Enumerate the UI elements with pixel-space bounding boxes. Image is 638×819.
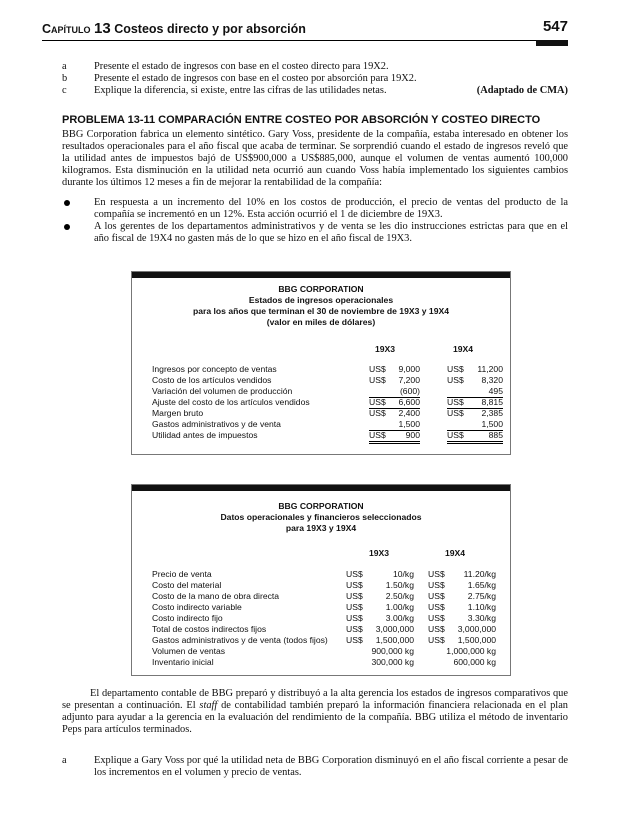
question-item [62,61,568,73]
table-row [152,657,214,668]
chapter-heading [42,20,306,37]
column-header-19x4: 19X4 [445,548,466,558]
table-row [152,397,310,408]
row-label: Costo de los artículos vendidos [152,375,272,385]
table-top-bar [132,272,510,278]
table-row [152,375,271,386]
value-19x4: US$ 3,000,000 [428,624,496,634]
row-label: Variación del volumen de producción [152,386,293,396]
value-19x4: US$ 3.30/kg [428,613,496,623]
question-text: Explique a Gary Voss por qué la utilidad neta de BBG Corporation disminuyó en el año fiscal corriente a pesar de los incrementos en el volumen y precio de ventas. [94,755,568,778]
question-letter: b [62,73,68,84]
bullet-item [62,197,568,221]
table-row [152,613,223,624]
question-text: Presente el estado de ingresos con base en el costeo por absorción para 19X2. [94,73,417,84]
table-title-line: Estados de ingresos operacionales [248,295,394,305]
table-row [152,408,203,419]
bullet-text: En respuesta a un incremento del 10% en los costos de producción, el precio de ventas del producto de la compañía se incrementó en un 12%. Esta acción ocurrió el 1 de diciembre de 19X3. [94,197,568,220]
column-header-19x4: 19X4 [453,344,474,354]
value-19x3: US$ 2,400 [369,408,420,418]
question-item [62,85,568,97]
table-row [152,602,242,613]
value-19x4: US$ 2.75/kg [428,591,496,601]
final-questions [62,755,568,779]
table-title-line: BBG CORPORATION [278,284,364,294]
bullet-dot-icon [64,200,70,206]
value-19x4: 495 [447,386,503,398]
row-label: Costo indirecto fijo [152,613,223,623]
question-item [62,755,568,779]
value-19x4: US$ 2,385 [447,408,503,418]
closing-text-staff: staff [199,700,218,711]
value-19x4: US$ 11.20/kg [428,569,496,579]
page-number: 547 [542,18,568,35]
table-row [152,635,328,646]
column-header-19x3: 19X3 [369,548,390,558]
row-label: Costo de la mano de obra directa [152,591,280,601]
value-19x4: US$ 885 [447,430,503,444]
intro-paragraph: BBG Corporation fabrica un elemento sintético. Gary Voss, presidente de la compañía, estaba interesado en obtener los resultados operacionales para el año fiscal que acaba de terminar. Se sorprendió cuando el estado de ingresos reveló que la utilidad antes de impuestos bajó de US$900,000 a US$885,000, aunque el volumen de ventas aumentó 100,000 kilogramos. Esta disminución en la utilidad neta ocurrió aun cuando Voss había implementado los siguientes cambios durante los últimos 12 meses a fin de mejorar la rentabilidad de la compañía: [62,129,568,188]
table-row [152,591,279,602]
value-19x3: US$ 1,500,000 [346,635,414,645]
question-text: Presente el estado de ingresos con base en el costeo directo para 19X2. [94,61,389,72]
value-19x3: US$ 3.00/kg [346,613,414,623]
value-19x4: US$ 1.10/kg [428,602,496,612]
previous-questions [62,61,568,97]
row-label: Costo del material [152,580,222,590]
row-label: Precio de venta [152,569,212,579]
row-label: Volumen de ventas [152,646,226,656]
column-header-19x3: 19X3 [375,344,396,354]
row-label: Gastos administrativos y de venta (todos fijos) [152,635,328,645]
page-header [42,18,568,41]
value-19x3: (600) [369,386,420,398]
value-19x3: US$ 3,000,000 [346,624,414,634]
table-row [152,386,292,397]
table-title-line: (valor en miles de dólares) [266,317,376,327]
row-label: Ingresos por concepto de ventas [152,364,277,374]
header-tab-marker [536,40,568,46]
value-19x4: 600,000 kg [453,657,496,667]
value-19x3: US$ 6,600 [369,397,420,407]
table-row [152,364,277,375]
table-row [152,624,266,635]
question-item [62,73,568,85]
row-label: Gastos administrativos y de venta [152,419,281,429]
value-19x3: US$ 9,000 [369,364,420,374]
row-label: Inventario inicial [152,657,214,667]
value-19x3: 300,000 kg [371,657,414,667]
closing-text-part2: de contabilidad también preparó la información financiera relacionada en el plan adjunto para ayudar a la gerencia en la evaluación del rendimiento de la compañía. BBG utiliza el método de inventario Peps para artículos terminados. [62,700,569,735]
table-title-line: para 19X3 y 19X4 [285,523,357,533]
source-note: (Adaptado de CMA) [476,85,568,96]
value-19x4: US$ 8,815 [447,397,503,407]
value-19x4: 1,000,000 kg [446,646,496,656]
row-label: Costo indirecto variable [152,602,242,612]
table-title-line: BBG CORPORATION [278,501,364,511]
income-statement-table [131,271,511,455]
value-19x4: US$ 8,320 [447,375,503,385]
bullet-item [62,221,568,245]
chapter-number: 13 [94,20,111,37]
question-letter: c [62,85,67,96]
table-title-line: para los años que terminan el 30 de noviembre de 19X3 y 19X4 [192,306,449,316]
table-title [132,501,510,534]
value-19x3: US$ 7,200 [369,375,420,385]
value-19x3: US$ 2.50/kg [346,591,414,601]
value-19x3: US$ 1.00/kg [346,602,414,612]
value-19x4: US$ 1.65/kg [428,580,496,590]
table-row [152,580,221,591]
table-row [152,430,258,441]
value-19x4: US$ 1,500,000 [428,635,496,645]
problem-title: PROBLEMA 13-11 COMPARACIÓN ENTRE COSTEO POR ABSORCIÓN Y COSTEO DIRECTO [62,114,541,126]
closing-paragraph [62,688,568,736]
table-title [132,284,510,328]
row-label: Utilidad antes de impuestos [152,430,258,440]
change-bullets [62,197,568,245]
question-letter: a [62,61,67,72]
table-row [152,646,225,657]
chapter-title: Costeos directo y por absorción [114,22,306,36]
value-19x3: US$ 900 [369,430,420,444]
value-19x3: US$ 1.50/kg [346,580,414,590]
value-19x3: 900,000 kg [371,646,414,656]
value-19x3: US$ 10/kg [346,569,414,579]
table-row [152,569,212,580]
row-label: Margen bruto [152,408,204,418]
table-top-bar [132,485,510,491]
bullet-text: A los gerentes de los departamentos administrativos y de venta se les dio instrucciones estrictas para que en el año fiscal de 19X4 no gasten más de lo que se hizo en el año fiscal de 19X3. [94,221,568,244]
value-19x4: 1,500 [447,419,503,431]
chapter-word: Capítulo [42,22,91,36]
operating-data-table [131,484,511,676]
table-row [152,419,281,430]
value-19x3: 1,500 [369,419,420,431]
table-title-line: Datos operacionales y financieros seleccionados [220,512,422,522]
question-letter: a [62,755,67,766]
value-19x4: US$ 11,200 [447,364,503,374]
question-text: Explique la diferencia, si existe, entre las cifras de las utilidades netas. [94,85,387,96]
bullet-dot-icon [64,224,70,230]
row-label: Total de costos indirectos fijos [152,624,267,634]
row-label: Ajuste del costo de los artículos vendidos [152,397,310,407]
closing-text-part1: El departamento contable de BBG preparó y distribuyó a la alta gerencia los estados de ingresos comparativos que se presentan a continuación. El [62,688,568,711]
